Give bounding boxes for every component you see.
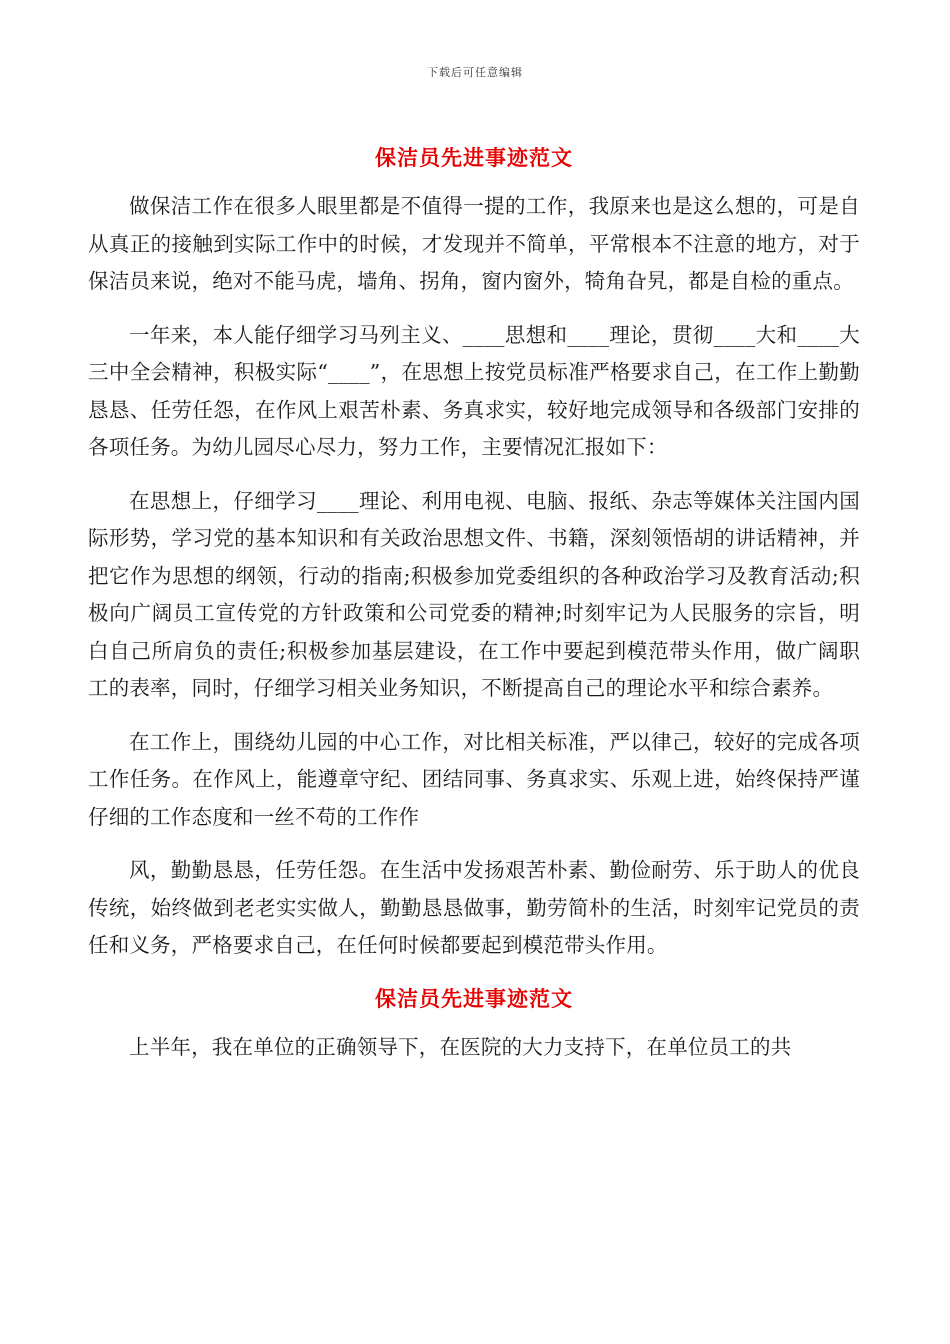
article-title: 保洁员先进事迹范文 (375, 985, 573, 1011)
article-title: 保洁员先进事迹范文 (375, 145, 573, 170)
paragraph: 一年来，本人能仔细学习马列主义、____思想和____理论，贯彻____大和____大三中全会精神，积极实际“____”，在思想上按党员标准严格要求自己，在工作上勤勤恳恳、任劳任怨，在作风上艰苦朴素、务真求实，较好地完成领导和各级部门安排的各项任务。为幼儿园尽心尽力，努力工作，主要情况汇报如下： (88, 322, 860, 459)
paragraph: 风，勤勤恳恳，任劳任怨。在生活中发扬艰苦朴素、勤俭耐劳、乐于助人的优良传统，始终做到老老实实做人，勤勤恳恳做事，勤劳简朴的生活，时刻牢记党员的责任和义务，严格要求自己，在任何时候都要起到模范带头作用。 (88, 858, 860, 957)
paragraph: 做保洁工作在很多人眼里都是不值得一提的工作，我原来也是这么想的，可是自从真正的接触到实际工作中的时候，才发现并不简单，平常根本不注意的地方，对于保洁员来说，绝对不能马虎，墙角、拐角，窗内窗外，犄角旮旯，都是自检的重点。 (88, 194, 860, 293)
paragraph: 在思想上，仔细学习____理论、利用电视、电脑、报纸、杂志等媒体关注国内国际形势，学习党的基本知识和有关政治思想文件、书籍，深刻领悟胡的讲话精神，并把它作为思想的纲领，行动的指南;积极参加党委组织的各种政治学习及教育活动;积极向广阔员工宣传党的方针政策和公司党委的精神;时刻牢记为人民服务的宗旨，明白自己所肩负的责任;积极参加基层建设，在工作中要起到模范带头作用，做广阔职工的表率，同时，仔细学习相关业务知识，不断提高自己的理论水平和综合素养。 (88, 488, 860, 700)
paragraph: 在工作上，围绕幼儿园的中心工作，对比相关标准，严以律己，较好的完成各项工作任务。在作风上，能遵章守纪、团结同事、务真求实、乐观上进，始终保持严谨仔细的工作态度和一丝不苟的工作作 (88, 729, 860, 829)
paragraph: 上半年，我在单位的正确领导下，在医院的大力支持下，在单位员工的共 (129, 1034, 792, 1059)
document-body (88, 140, 860, 1066)
header-note: 下载后可任意编辑 (427, 66, 523, 79)
